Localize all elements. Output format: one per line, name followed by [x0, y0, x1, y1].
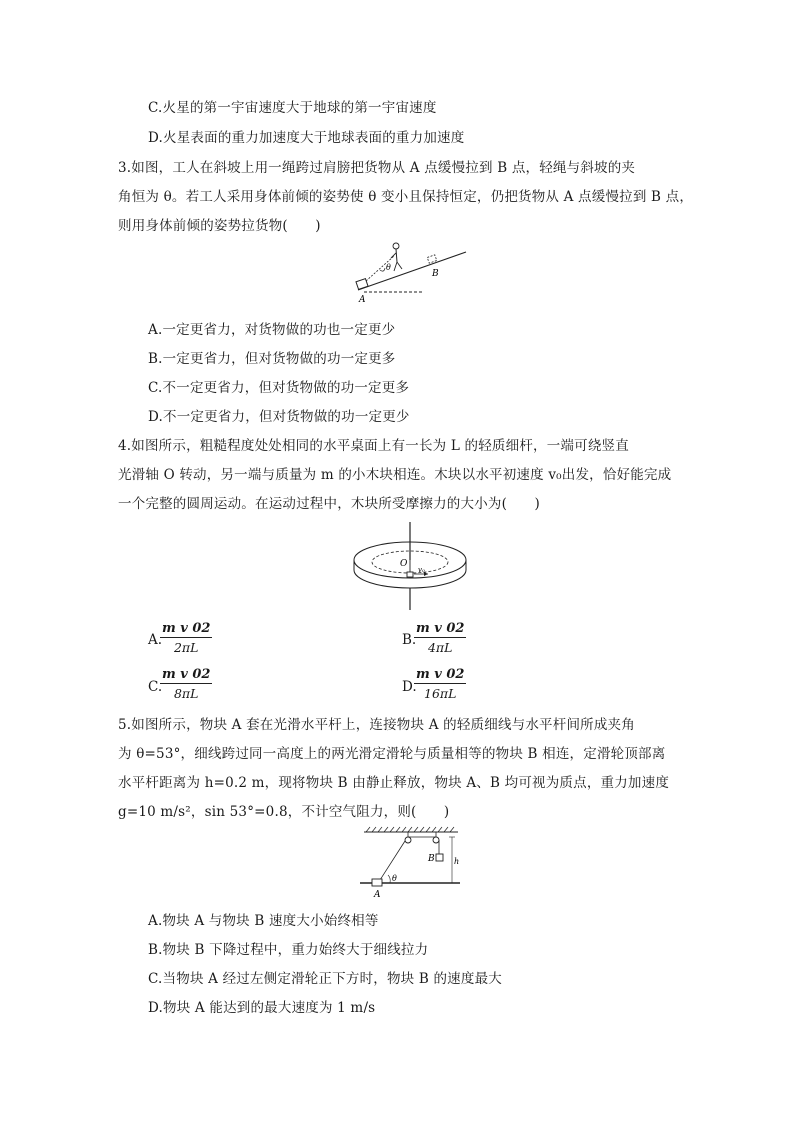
- q4-option-c-label: C.: [148, 679, 163, 695]
- q2-option-c: C.火星的第一宇宙速度大于地球的第一宇宙速度: [148, 100, 437, 116]
- q4-option-c-denominator: 8πL: [173, 686, 199, 701]
- q4-option-b-label: B.: [402, 632, 417, 648]
- q4-stem-line3: 一个完整的圆周运动。在运动过程中，木块所受摩擦力的大小为( ): [118, 496, 540, 512]
- q2-option-d: D.火星表面的重力加速度大于地球表面的重力加速度: [148, 130, 465, 146]
- q3-point-b-label: B: [432, 269, 439, 279]
- q4-option-d-label: D.: [402, 679, 417, 695]
- q3-stem-line2: 角恒为 θ。若工人采用身体前倾的姿势使 θ 变小且保持恒定，仍把货物从 A 点缓慢拉到 B 点，: [118, 189, 694, 205]
- q4-figure: [352, 520, 468, 612]
- q3-option-c: C.不一定更省力，但对货物做的功一定更多: [148, 380, 410, 396]
- q4-option-a-fraction: [160, 621, 212, 655]
- q4-option-c-fraction: [160, 667, 212, 701]
- q3-option-a: A.一定更省力，对货物做的功也一定更少: [148, 322, 396, 338]
- q3-stem-line3: 则用身体前倾的姿势拉货物( ): [118, 218, 321, 234]
- q3-theta-label: θ: [386, 263, 391, 272]
- q5-figure: [358, 826, 462, 902]
- q3-figure: [350, 240, 470, 304]
- q4-option-d-numerator: m v 02: [416, 667, 465, 682]
- q5-stem-line4: g=10 m/s²，sin 53°=0.8，不计空气阻力，则( ): [118, 804, 450, 820]
- q3-stem-line1: 3.如图，工人在斜坡上用一绳跨过肩膀把货物从 A 点缓慢拉到 B 点，轻绳与斜坡的夹: [118, 160, 636, 176]
- q5-theta-label: θ: [392, 874, 397, 883]
- q3-point-a-label: A: [359, 295, 366, 304]
- q5-option-b: B.物块 B 下降过程中，重力始终大于细线拉力: [148, 942, 429, 958]
- q5-block-b-label: B: [428, 854, 435, 864]
- q4-point-o-label: O: [400, 559, 408, 569]
- q4-option-d-fraction: [414, 667, 466, 701]
- q5-option-c: C.当物块 A 经过左侧定滑轮正下方时，物块 B 的速度最大: [148, 971, 502, 987]
- q4-option-b-numerator: m v 02: [416, 621, 465, 636]
- q5-h-label: h: [454, 857, 460, 866]
- q4-option-a-denominator: 2πL: [173, 640, 199, 655]
- q5-option-a: A.物块 A 与物块 B 速度大小始终相等: [148, 913, 379, 929]
- q4-stem-line1: 4.如图所示，粗糙程度处处相同的水平桌面上有一长为 L 的轻质细杆，一端可绕竖直: [118, 438, 629, 454]
- q4-option-c-numerator: m v 02: [162, 667, 211, 682]
- q3-option-d: D.不一定更省力，但对货物做的功一定更少: [148, 409, 410, 425]
- q5-stem-line1: 5.如图所示，物块 A 套在光滑水平杆上，连接物块 A 的轻质细线与水平杆间所成夹角: [118, 717, 635, 733]
- q4-v0-label: v₀: [418, 566, 425, 574]
- q4-option-a-numerator: m v 02: [162, 621, 211, 636]
- q4-option-b-denominator: 4πL: [427, 640, 453, 655]
- q4-option-d-denominator: 16πL: [424, 686, 457, 701]
- q4-stem-line2: 光滑轴 O 转动，另一端与质量为 m 的小木块相连。木块以水平初速度 v₀出发，恰好能完成: [118, 467, 672, 483]
- q3-option-b: B.一定更省力，但对货物做的功一定更多: [148, 351, 396, 367]
- q5-stem-line2: 为 θ=53°，细线跨过同一高度上的两光滑定滑轮与质量相等的物块 B 相连，定滑轮顶部离: [118, 746, 666, 762]
- q4-option-b-fraction: [414, 621, 466, 655]
- q5-stem-line3: 水平杆距离为 h=0.2 m，现将物块 B 由静止释放，物块 A、B 均可视为质点，重力加速度: [118, 775, 670, 791]
- q5-block-a-label: A: [374, 890, 381, 900]
- q5-option-d: D.物块 A 能达到的最大速度为 1 m/s: [148, 1000, 376, 1016]
- q4-option-a-label: A.: [148, 632, 163, 648]
